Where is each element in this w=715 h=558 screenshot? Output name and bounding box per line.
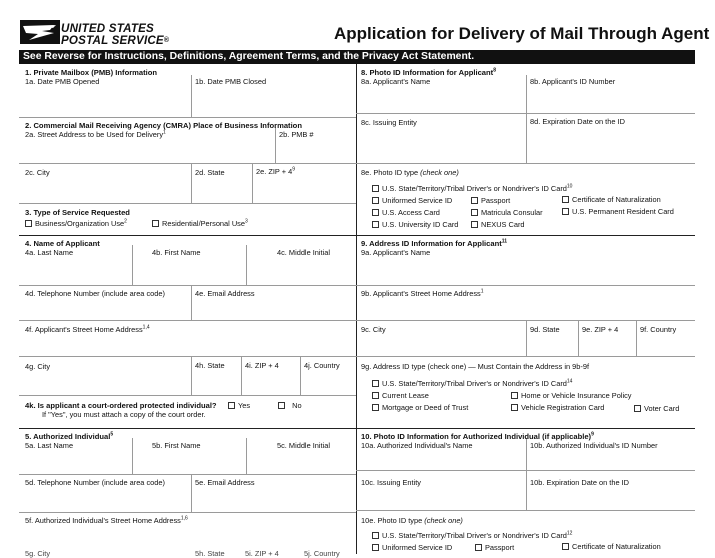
checkbox-icon[interactable] bbox=[372, 544, 379, 551]
expiration-10d-label: 10b. Expiration Date on the ID bbox=[530, 478, 630, 487]
8e-perm-resident-checkbox[interactable]: U.S. Permanent Resident Card bbox=[562, 207, 674, 216]
city-5g-label: 5g. City bbox=[25, 549, 51, 558]
auth-id-10b-label: 10b. Authorized Individual's ID Number bbox=[530, 441, 658, 450]
section-5-title: 5. Authorized Individual$^5$ bbox=[25, 431, 114, 441]
logo-line-1: UNITED STATES bbox=[61, 22, 154, 35]
checkbox-icon[interactable] bbox=[471, 221, 478, 228]
8e-university-checkbox[interactable]: U.S. University ID Card bbox=[372, 220, 458, 229]
street-address-delivery-field[interactable] bbox=[24, 140, 272, 161]
email-5e-label: 5e. Email Address bbox=[195, 478, 255, 487]
email-4e-field[interactable] bbox=[194, 299, 354, 318]
auth-name-10a-field[interactable] bbox=[360, 451, 523, 468]
checkbox-icon[interactable] bbox=[471, 197, 478, 204]
9g-lease-checkbox[interactable]: Current Lease bbox=[372, 391, 429, 400]
9g-mortgage-checkbox[interactable]: Mortgage or Deed of Trust bbox=[372, 403, 468, 412]
zip-4i-field[interactable] bbox=[244, 372, 297, 393]
checkbox-icon[interactable] bbox=[511, 404, 518, 411]
protected-individual-question: 4k. Is applicant a court-ordered protected individual? bbox=[25, 401, 217, 410]
first-name-5b-label: 5b. First Name bbox=[152, 441, 201, 450]
zip-2e-field[interactable] bbox=[255, 178, 354, 200]
country-5j-label: 5j. Country bbox=[304, 549, 340, 558]
checkbox-icon[interactable] bbox=[372, 392, 379, 399]
service-business-checkbox[interactable]: Business/Organization Use$^2$ bbox=[25, 219, 127, 228]
checkbox-icon[interactable] bbox=[152, 220, 159, 227]
10e-state-id-checkbox[interactable]: U.S. State/Territory/Tribal Driver's or Nondriver's ID Card$^{12}$ bbox=[372, 531, 572, 540]
section-8-title: 8. Photo ID Information for Applicant$^8$ bbox=[361, 67, 496, 77]
registered-mark: ® bbox=[163, 37, 170, 44]
9g-vehicle-reg-checkbox[interactable]: Vehicle Registration Card bbox=[511, 403, 604, 412]
applicant-name-9a-label: 9a. Applicant's Name bbox=[361, 248, 431, 257]
state-2d-field[interactable] bbox=[194, 178, 249, 200]
8e-uniformed-checkbox[interactable]: Uniformed Service ID bbox=[372, 196, 452, 205]
zip-4i-label: 4i. ZIP + 4 bbox=[245, 361, 279, 370]
protected-no-checkbox[interactable]: No bbox=[278, 401, 302, 410]
applicant-name-8a-label: 8a. Applicant's Name bbox=[361, 77, 431, 86]
checkbox-icon[interactable] bbox=[372, 532, 379, 539]
applicant-name-8a-field[interactable] bbox=[360, 88, 523, 111]
state-9d-label: 9d. State bbox=[530, 325, 560, 334]
city-4g-field[interactable] bbox=[24, 372, 188, 393]
applicant-id-8b-field[interactable] bbox=[529, 88, 693, 111]
8e-access-card-checkbox[interactable]: U.S. Access Card bbox=[372, 208, 440, 217]
first-name-5b-field[interactable] bbox=[135, 451, 243, 472]
issuing-entity-10c-label: 10c. Issuing Entity bbox=[361, 478, 421, 487]
checkbox-icon[interactable] bbox=[372, 221, 379, 228]
checkbox-icon[interactable] bbox=[475, 544, 482, 551]
telephone-4d-field[interactable] bbox=[24, 299, 188, 318]
section-2-title: 2. Commercial Mail Receiving Agency (CMRA) Place of Business Information bbox=[25, 121, 302, 130]
8e-passport-checkbox[interactable]: Passport bbox=[471, 196, 510, 205]
state-4h-field[interactable] bbox=[194, 372, 238, 393]
last-name-4a-label: 4a. Last Name bbox=[25, 248, 74, 257]
8e-naturalization-checkbox[interactable]: Certificate of Naturalization bbox=[562, 195, 661, 204]
auth-name-10a-label: 10a. Authorized Individual's Name bbox=[361, 441, 473, 450]
home-address-9b-field[interactable] bbox=[360, 299, 693, 318]
checkbox-icon[interactable] bbox=[511, 392, 518, 399]
date-pmb-closed-field[interactable] bbox=[194, 88, 354, 115]
checkbox-icon[interactable] bbox=[562, 543, 569, 550]
middle-initial-5c-label: 5c. Middle Initial bbox=[277, 441, 330, 450]
8e-state-id-checkbox[interactable]: U.S. State/Territory/Tribal Driver's or Nondriver's ID Card$^{10}$ bbox=[372, 184, 572, 193]
zip-9e-label: 9e. ZIP + 4 bbox=[582, 325, 619, 334]
auth-id-10b-field[interactable] bbox=[529, 451, 693, 468]
checkbox-icon[interactable] bbox=[372, 380, 379, 387]
10e-passport-checkbox[interactable]: Passport bbox=[475, 543, 514, 552]
instructions-banner: See Reverse for Instructions, Definitions, Agreement Terms, and the Privacy Act Statement. bbox=[19, 50, 695, 64]
last-name-5a-field[interactable] bbox=[24, 451, 129, 472]
email-5e-field[interactable] bbox=[194, 488, 354, 510]
date-pmb-opened-field[interactable] bbox=[24, 88, 188, 115]
street-address-delivery-label: 2a. Street Address to be Used for Delivery$^1$ bbox=[25, 129, 166, 139]
telephone-5d-label: 5d. Telephone Number (include area code) bbox=[25, 478, 165, 487]
applicant-id-8b-label: 8b. Applicant's ID Number bbox=[530, 77, 616, 86]
first-name-4b-field[interactable] bbox=[135, 258, 243, 283]
expiration-8d-label: 8d. Expiration Date on the ID bbox=[530, 117, 625, 126]
checkbox-icon[interactable] bbox=[471, 209, 478, 216]
last-name-5a-label: 5a. Last Name bbox=[25, 441, 74, 450]
home-address-5f-field[interactable] bbox=[24, 526, 354, 546]
zip-2e-label: 2e. ZIP + $4^9$ bbox=[256, 166, 296, 176]
home-address-4f-field[interactable] bbox=[24, 335, 354, 354]
10e-naturalization-checkbox[interactable]: Certificate of Naturalization bbox=[562, 542, 661, 551]
9g-voter-checkbox[interactable]: Voter Card bbox=[634, 404, 679, 413]
zip-9e-field[interactable] bbox=[581, 335, 633, 354]
home-address-4f-label: 4f. Applicant's Street Home Address$^{1,4}$ bbox=[25, 324, 150, 334]
telephone-4d-label: 4d. Telephone Number (include area code) bbox=[25, 289, 165, 298]
checkbox-icon[interactable] bbox=[372, 185, 379, 192]
issuing-entity-8c-field[interactable] bbox=[360, 128, 523, 161]
country-4j-label: 4j. Country bbox=[304, 361, 340, 370]
country-9f-label: 9f. Country bbox=[640, 325, 677, 334]
home-address-5f-label: 5f. Authorized Individual's Street Home Address$^{1,6}$ bbox=[25, 515, 188, 525]
photo-id-type-10e-label: 10e. Photo ID type (check one) bbox=[361, 516, 463, 525]
city-9c-label: 9c. City bbox=[361, 325, 386, 334]
section-10-title: 10. Photo ID Information for Authorized Individual (if applicable)$^9$ bbox=[361, 431, 594, 441]
logo-line-2: POSTAL SERVICE bbox=[61, 34, 164, 47]
state-5h-label: 5h. State bbox=[195, 549, 225, 558]
state-9d-field[interactable] bbox=[529, 335, 575, 354]
section-1-title: 1. Private Mailbox (PMB) Information bbox=[25, 68, 158, 77]
expiration-10d-field[interactable] bbox=[529, 488, 693, 508]
checkbox-icon[interactable] bbox=[228, 402, 235, 409]
checkbox-icon[interactable] bbox=[372, 197, 379, 204]
section-3-title: 3. Type of Service Requested bbox=[25, 208, 130, 217]
email-4e-label: 4e. Email Address bbox=[195, 289, 255, 298]
pmb-number-label: 2b. PMB # bbox=[279, 130, 314, 139]
middle-initial-5c-field[interactable] bbox=[249, 451, 354, 472]
8e-nexus-checkbox[interactable]: NEXUS Card bbox=[471, 220, 525, 229]
pmb-number-field[interactable] bbox=[278, 140, 354, 161]
applicant-name-9a-field[interactable] bbox=[360, 258, 693, 283]
court-order-note: If "Yes", you must attach a copy of the court order. bbox=[42, 410, 206, 419]
issuing-entity-8c-label: 8c. Issuing Entity bbox=[361, 118, 417, 127]
checkbox-icon[interactable] bbox=[562, 208, 569, 215]
photo-id-type-8e-label: 8e. Photo ID type (check one) bbox=[361, 168, 459, 177]
issuing-entity-10c-field[interactable] bbox=[360, 488, 523, 508]
middle-initial-4c-label: 4c. Middle Initial bbox=[277, 248, 330, 257]
9g-state-id-checkbox[interactable]: U.S. State/Territory/Tribal Driver's or Nondriver's ID Card$^{14}$ bbox=[372, 379, 572, 388]
checkbox-icon[interactable] bbox=[372, 209, 379, 216]
form-title: Application for Delivery of Mail Through Agent bbox=[334, 24, 710, 43]
first-name-4b-label: 4b. First Name bbox=[152, 248, 201, 257]
checkbox-icon[interactable] bbox=[634, 405, 641, 412]
city-4g-label: 4g. City bbox=[25, 362, 51, 371]
checkbox-icon[interactable] bbox=[562, 196, 569, 203]
home-address-9b-label: 9b. Applicant's Street Home Address$^1$ bbox=[361, 288, 484, 298]
8e-matricula-checkbox[interactable]: Matricula Consular bbox=[471, 208, 543, 217]
10e-uniformed-checkbox[interactable]: Uniformed Service ID bbox=[372, 543, 452, 552]
country-9f-field[interactable] bbox=[639, 335, 693, 354]
telephone-5d-field[interactable] bbox=[24, 488, 188, 510]
protected-yes-checkbox[interactable]: Yes bbox=[228, 401, 250, 410]
section-4-title: 4. Name of Applicant bbox=[25, 239, 100, 248]
date-pmb-closed-label: 1b. Date PMB Closed bbox=[195, 77, 267, 86]
city-2c-label: 2c. City bbox=[25, 168, 50, 177]
checkbox-icon[interactable] bbox=[372, 404, 379, 411]
checkbox-icon[interactable] bbox=[25, 220, 32, 227]
country-4j-field[interactable] bbox=[303, 372, 354, 393]
state-4h-label: 4h. State bbox=[195, 361, 225, 370]
9g-insurance-checkbox[interactable]: Home or Vehicle Insurance Policy bbox=[511, 391, 632, 400]
expiration-8d-field[interactable] bbox=[529, 128, 693, 161]
city-2c-field[interactable] bbox=[24, 178, 188, 200]
last-name-4a-field[interactable] bbox=[24, 258, 129, 283]
middle-initial-4c-field[interactable] bbox=[249, 258, 354, 283]
city-9c-field[interactable] bbox=[360, 335, 523, 354]
service-residential-checkbox[interactable]: Residential/Personal Use$^3$ bbox=[152, 219, 248, 228]
address-id-type-9g-label: 9g. Address ID type (check one) — Must Contain the Address in 9b-9f bbox=[361, 362, 589, 371]
eagle-logo-icon bbox=[20, 20, 60, 44]
zip-5i-label: 5i. ZIP + 4 bbox=[245, 549, 279, 558]
checkbox-icon[interactable] bbox=[278, 402, 285, 409]
section-9-title: 9. Address ID Information for Applicant$^{11}$ bbox=[361, 238, 508, 248]
date-pmb-opened-label: 1a. Date PMB Opened bbox=[25, 77, 100, 86]
state-2d-label: 2d. State bbox=[195, 168, 225, 177]
logo-wordmark bbox=[61, 23, 169, 47]
